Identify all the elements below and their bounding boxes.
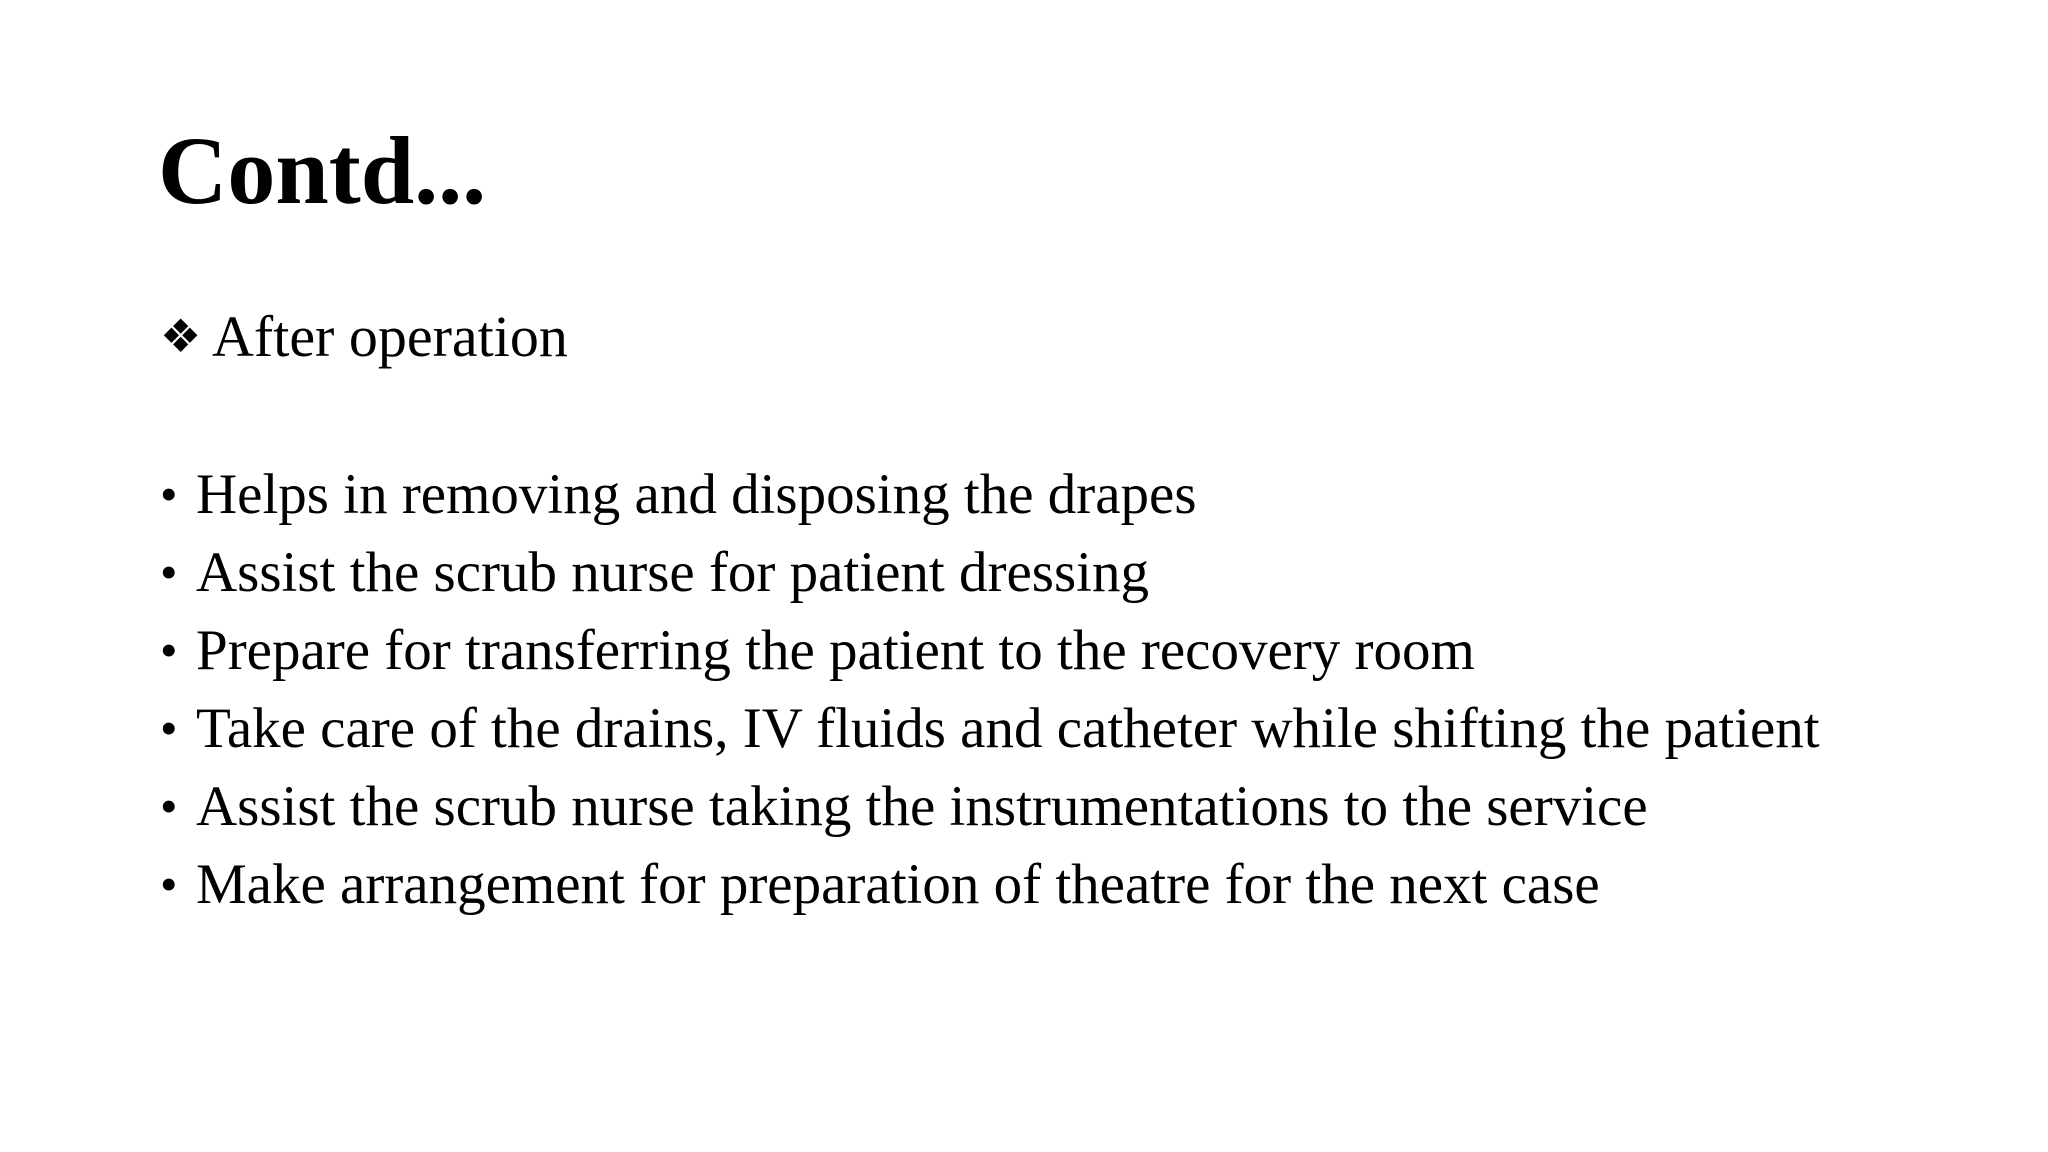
section-heading [160, 304, 568, 371]
bullet-icon: • [160, 700, 178, 756]
slide-title: Contd... [158, 117, 487, 224]
bullet-icon: • [160, 544, 178, 600]
list-item-text: Make arrangement for preparation of theatre for the next case [196, 853, 1600, 916]
list-item [160, 619, 1910, 682]
list-item-text: Take care of the drains, IV fluids and catheter while shifting the patient [196, 697, 1820, 760]
list-item [160, 541, 1910, 604]
list-item-text: Assist the scrub nurse for patient dressing [196, 541, 1149, 604]
list-item-text: Prepare for transferring the patient to the recovery room [196, 619, 1475, 682]
list-item-text: Assist the scrub nurse taking the instrumentations to the service [196, 775, 1648, 838]
bullet-icon: • [160, 856, 178, 912]
list-item [160, 775, 1910, 838]
bullet-icon: • [160, 622, 178, 678]
list-item [160, 697, 1910, 760]
list-item [160, 853, 1910, 916]
bullet-list [160, 463, 1910, 934]
diamond-bullet-icon: ❖ [160, 311, 202, 362]
bullet-icon: • [160, 466, 178, 522]
section-heading-label: After operation [212, 304, 568, 369]
list-item-text: Helps in removing and disposing the drapes [196, 463, 1197, 526]
bullet-icon: • [160, 778, 178, 834]
list-item [160, 463, 1910, 526]
